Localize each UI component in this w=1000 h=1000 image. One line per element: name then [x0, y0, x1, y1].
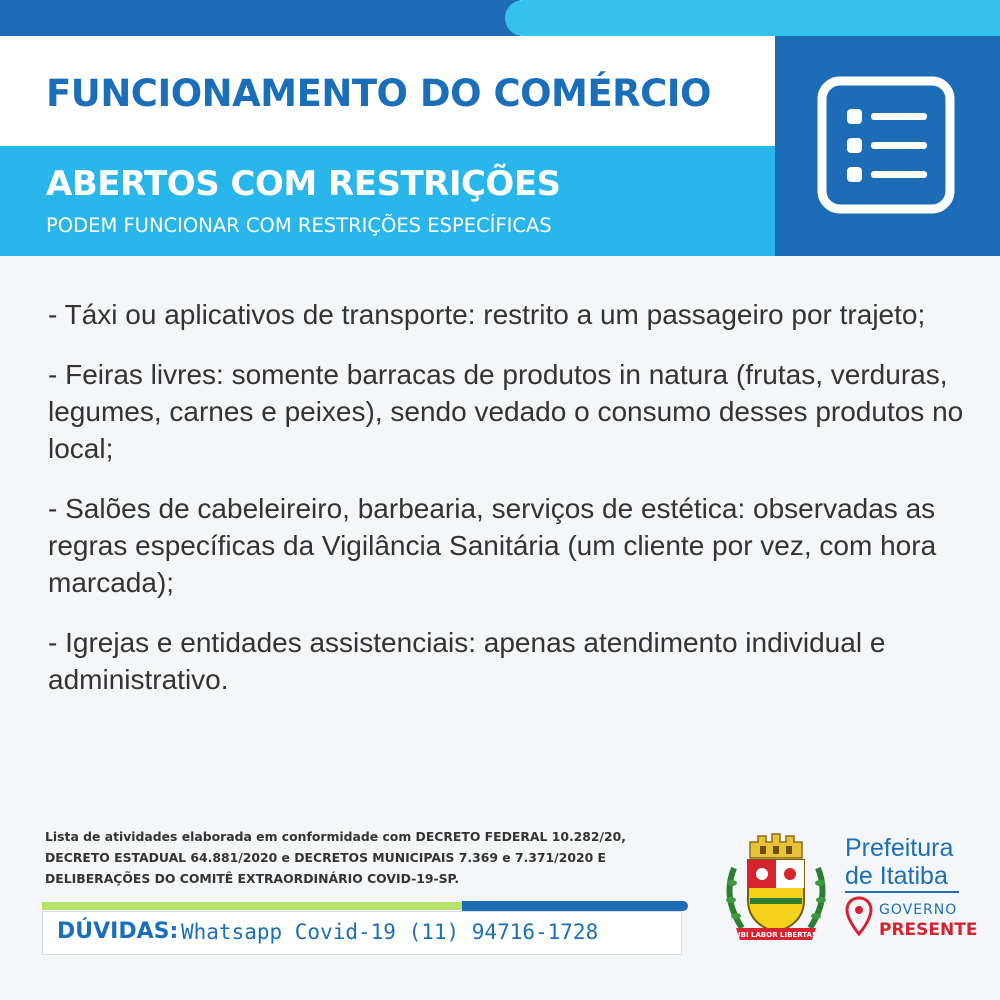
prefeitura-name-line2: de Itatiba [845, 862, 948, 890]
contact-box [42, 911, 682, 955]
city-crest-icon [720, 828, 832, 946]
svg-text:UBI LABOR LIBERTAS: UBI LABOR LIBERTAS [734, 931, 818, 939]
top-bar-light [505, 0, 1000, 36]
page-subtitle: ABERTOS COM RESTRIÇÕES [46, 164, 561, 204]
contact-whatsapp[interactable]: Whatsapp Covid-19 (11) 94716-1728 [181, 920, 599, 944]
contact-label: DÚVIDAS: [57, 919, 179, 944]
icon-panel [775, 36, 1000, 256]
legal-note [45, 826, 695, 889]
legal-note-line: Lista de atividades elaborada em conformidade com DECRETO FEDERAL 10.282/20, [45, 829, 626, 844]
prefeitura-name [845, 834, 953, 890]
divider-green [42, 902, 462, 910]
page-title: FUNCIONAMENTO DO COMÉRCIO [46, 72, 712, 115]
prefeitura-name-line1: Prefeitura [845, 834, 954, 862]
legal-note-line: DELIBERAÇÕES DO COMITÊ EXTRAORDINÁRIO COVID-19-SP. [45, 871, 460, 886]
location-pin-icon [845, 896, 873, 938]
list-icon [817, 76, 955, 214]
list-item-taxi: - Táxi ou aplicativos de transporte: restrito a um passageiro por trajeto; [48, 299, 926, 330]
list-item-feiras: - Feiras livres: somente barracas de produtos in natura (frutas, verduras, legumes, carnes e peixes), sendo vedado o consumo desses produtos no local; [48, 359, 964, 464]
divider-blue [462, 901, 688, 911]
top-bar-dark [0, 0, 520, 36]
list-item-saloes: - Salões de cabeleireiro, barbearia, serviços de estética: observadas as regras específicas da Vigilância Sanitária (um cliente por vez, com hora marcada); [48, 493, 937, 598]
page-subnote: PODEM FUNCIONAR COM RESTRIÇÕES ESPECÍFICAS [46, 214, 552, 237]
governo-label: GOVERNO [879, 902, 958, 918]
presente-label: PRESENTE [879, 920, 978, 940]
legal-note-line: DECRETO ESTADUAL 64.881/2020 e DECRETOS MUNICIPAIS 7.369 e 7.371/2020 E [45, 850, 606, 865]
restrictions-list [48, 296, 978, 721]
list-item-igrejas: - Igrejas e entidades assistenciais: apenas atendimento individual e administrativo. [48, 627, 886, 695]
logo-divider [845, 891, 959, 893]
